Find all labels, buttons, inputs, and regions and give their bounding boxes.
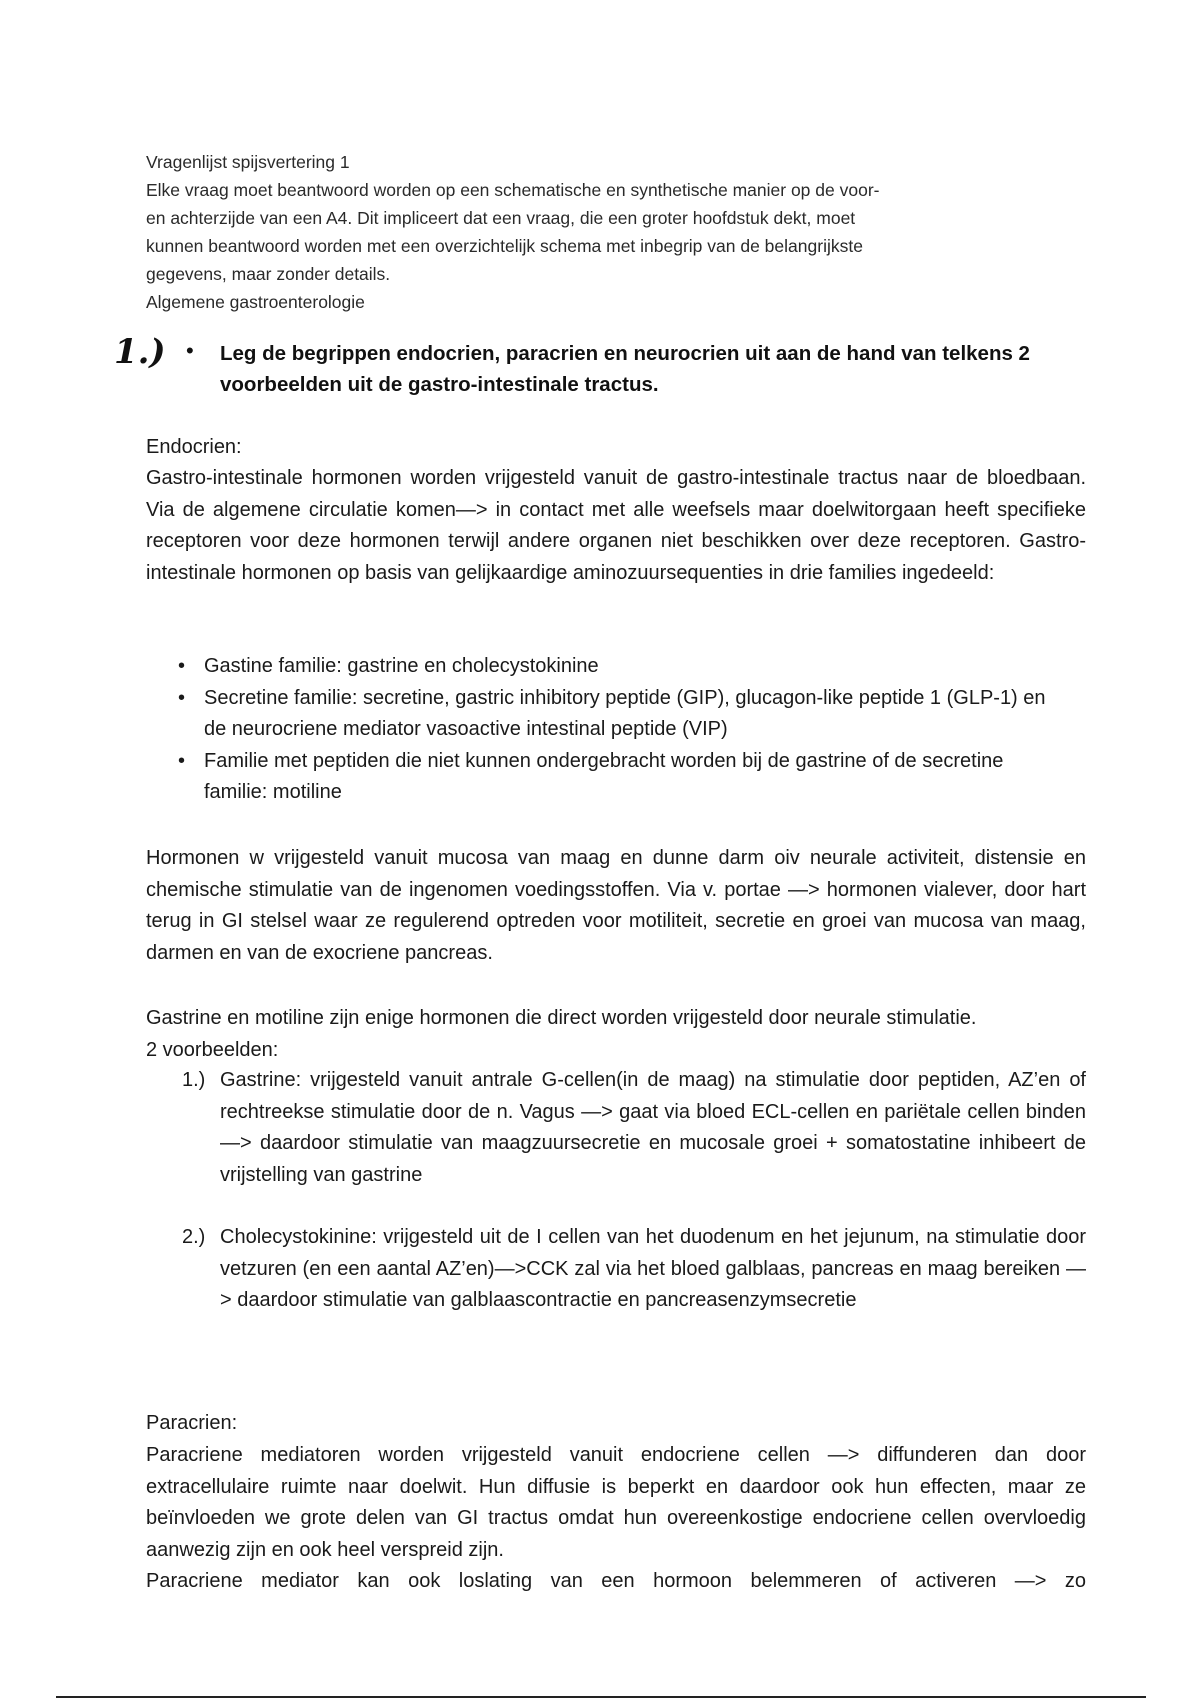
- bullet-icon: •: [178, 686, 186, 709]
- example-list: [182, 1065, 1086, 1191]
- paracrien-paragraph-2: Paracriene mediator kan ook loslating van een hormoon belemmeren of activeren —> zo: [146, 1570, 1086, 1592]
- header-instruction-line: Elke vraag moet beantwoord worden op een schematische en synthetische manier op de voor-: [146, 180, 880, 200]
- list-item: 1.) Gastrine: vrijgesteld vanuit antrale G-cellen(in de maag) na stimulatie door peptiden, AZ’en of rechtreekse stimulatie door de n. Vagus —> gaat via bloed ECL-cellen en pariëtale cellen binden —> daardoor stimulatie van maagzuursecretie en mucosale groei + somatostatine inhibeert de vrijstelling van gastrine: [182, 1065, 1086, 1191]
- endocrien-intro: Gastro-intestinale hormonen worden vrijgesteld vanuit de gastro-intestinale tractus naar de bloedbaan. Via de algemene circulatie komen—> in contact met alle weefsels maar doelwitorgaan heeft specifieke receptoren voor deze hormonen terwijl andere organen niet beschikken over deze receptoren. Gastro-intestinale hormonen op basis van gelijkaardige aminozuursequenties in drie families ingedeeld:: [146, 467, 1086, 584]
- header-subject: Algemene gastroenterologie: [146, 292, 365, 312]
- hormone-family-list: [178, 651, 1058, 809]
- question-text: Leg de begrippen endocrien, paracrien en neurocrien uit aan de hand van telkens 2 voorbeelden uit de gastro-intestinale tractus.: [220, 342, 1030, 396]
- paragraph-line: 2 voorbeelden:: [146, 1038, 279, 1061]
- bullet-icon: •: [186, 338, 194, 363]
- header-instruction-line: kunnen beantwoord worden met een overzichtelijk schema met inbegrip van de belangrijkste: [146, 236, 863, 256]
- list-item: 2.) Cholecystokinine: vrijgesteld uit de I cellen van het duodenum en het jejunum, na stimulatie door vetzuren (en een aantal AZ’en)—>CCK zal via het bloed galblaas, pancreas en maag bereiken —> daardoor stimulatie van galblaascontractie en pancreasenzymsecretie: [182, 1222, 1086, 1317]
- page-bottom-rule: [56, 1696, 1146, 1698]
- endocrien-paragraph-2: Hormonen w vrijgesteld vanuit mucosa van maag en dunne darm oiv neurale activiteit, distensie en chemische stimulatie van de ingenomen voedingsstoffen. Via v. portae —> hormonen vialever, door hart terug in GI stelsel waar ze regulerend optreden voor motiliteit, secretie en groei van mucosa van maag, darmen en van de exocriene pancreas.: [146, 847, 1086, 964]
- section-title-paracrien: Paracrien:: [146, 1412, 238, 1434]
- bullet-icon: •: [178, 749, 186, 772]
- paragraph-line: Gastrine en motiline zijn enige hormonen die direct worden vrijgesteld door neurale stimulatie.: [146, 1007, 977, 1029]
- paracrien-paragraph-1: Paracriene mediatoren worden vrijgesteld vanuit endocriene cellen —> diffunderen dan door extracellulaire ruimte naar doelwit. Hun diffusie is beperkt en daardoor ook hun effecten, maar ze beïnvloeden we grote delen van GI tractus omdat hun overeenkostige endocriene cellen overvloedig aanwezig zijn en ook heel verspreid zijn.: [146, 1444, 1086, 1561]
- section-title-endocrien: Endocrien:: [146, 436, 242, 458]
- bullet-icon: •: [178, 655, 186, 677]
- header-instruction-line: en achterzijde van een A4. Dit impliceert dat een vraag, die een groter hoofdstuk dekt, moet: [146, 208, 856, 228]
- header-instruction-line: gegevens, maar zonder details.: [146, 264, 391, 284]
- list-number: 1.): [182, 1069, 206, 1091]
- example-list: [182, 1222, 1086, 1317]
- list-item: • Secretine familie: secretine, gastric inhibitory peptide (GIP), glucagon-like peptide 1 (GLP-1) en de neurocriene mediator vasoactive intestinal peptide (VIP): [178, 683, 1058, 746]
- list-item: • Familie met peptiden die niet kunnen ondergebracht worden bij de gastrine of de secretine familie: motiline: [178, 746, 1058, 809]
- list-number: 2.): [182, 1226, 206, 1248]
- question-number: 1.): [114, 332, 166, 372]
- header-title: Vragenlijst spijsvertering 1: [146, 152, 350, 172]
- list-item: • Gastine familie: gastrine en cholecystokinine: [178, 651, 1058, 683]
- endocrien-paragraph-3: [146, 1003, 1086, 1066]
- document-header: [146, 148, 1026, 316]
